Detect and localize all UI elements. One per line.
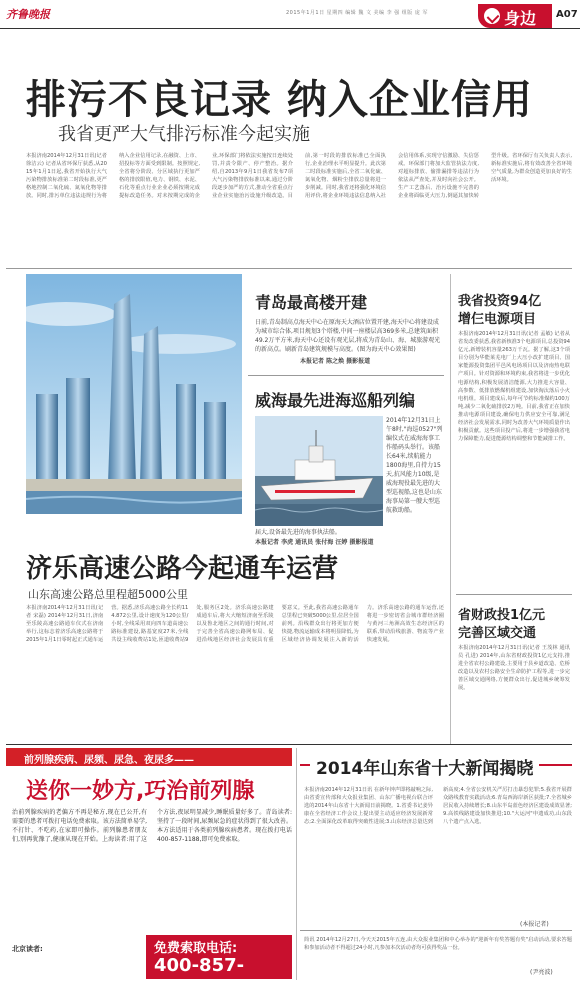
highway-body: 本报济南2014年12月31日讯(记者 宋磊) 2014年12月31日,济南至乐陵高速公路通车仪式在济南举行,这标志着济乐高速公路将于2015年1月1日零时起正式通车运营。据悉,济乐高速公路全长约114.872公里,设计速度为120公里/小时,全线采用双向四车道高速公路标准建设,路基宽度27米,全线共设主线收费站1处,匝道收费站9处,服务区2处。济乐高速公路建成通车后,将大大缩短济南至乐陵以及鲁北地区之间的通行时间,对于完善全省高速公路网布局、促进沿线地区经济社会发展具有重要意义。至此,我省高速公路通车总里程已突破5000公里,位居全国前列。沿线群众出行将更加方便快捷,物流运输成本将明显降低,为区域经济协调发展注入新的活力。济乐高速公路的通车运营,还将进一步密切省会城市群经济圈与黄河三角洲高效生态经济区的联系,带动沿线旅游、物流等产业快速发展。 [26,605,444,644]
page-number: A07 [556,9,578,20]
finance-title-2: 完善区域交通 [458,626,537,641]
patrol-ship-photo [255,416,383,526]
investment-body: 本报济南2014年12月31日讯(记者 孟敏) 记者从省发改委获悉,我省新核准3个电源项目,总投资94亿元,新增装机容量263万千瓦。据了解,这3个项目分别为华能莱芜电厂上大压小改扩建项目、国家能源投资集团平邑风电场项目以及济南热电联产项目。针对资源和环境约束,我省将进一步优化电源结构,积极发展清洁能源,大力推进大容量、高参数、低排放燃煤机组建设,加快淘汰落后小火电机组。项目建成后,每年可节约标准煤约100万吨,减少二氧化硫排放2万吨。目前,我省正在加快推动电源项目建设,确保电力供应安全可靠,满足经济社会发展需求,同时为改善大气环境质量作出积极贡献。这些项目投产后,将进一步增强我省电力保障能力,促进能源结构调整和节能减排工作。 [458,331,570,443]
brief-footer: 简讯 2014年12月27日,今天天2015年五连,由大众报业集团和中心举办的"迎新年有奖答题有奖"启动活动,要求答题和参加活动者不得超过24小时,凡参加本次活动者均可获得奖品一份。 [304,937,572,952]
ad-call-label: 免费索取电话: [154,941,238,956]
ad-phone-box[interactable] [146,935,292,997]
checkmark-icon [484,8,500,24]
top10-title-band [300,754,580,779]
ad-banner-text: 前列腺疾病、尿频、尿急、夜尿多—— [24,755,194,766]
investment-title-1: 我省投资94亿 [458,294,542,309]
weihai-caption: 届大,设备最先进的海事执法船。 [255,529,341,536]
section-label: 身边 [504,9,537,28]
ad-phone-number: 400-857-1188 [154,955,245,997]
ad-reader-bj: 北京读者: [12,945,43,953]
ad-banner [6,748,292,766]
top10-body: 本报济南2014年12月31日讯 在新年钟声即将敲响之际,由省委宣传部和大众报业集团、山东广播电视台联合评选的2014年山东省十大新闻日前揭晓。1.省委书记姜异康在全省经济工作会议上提出要主动适应经济发展新常态;2.全面深化改革取得突破性进展;3.山东经济总量达到新高度;4.全省公安机关严厉打击暴恐犯罪;5.我省开展群众路线教育实践活动;6.青岛西海岸新区获批;7.全省城乡居民收入持续增长;8.山东半岛蓝色经济区建设成效显著;9.高铁线路建设加快推进;10."大运河"申遗成功,山东段八个遗产点入选。 [304,787,572,826]
newspaper-logo: 齐鲁晚报 [6,8,50,21]
qingdao-title: 青岛最高楼开建 [255,293,368,312]
lead-subhead: 我省更严大气排污标准今起实施 [58,124,310,145]
weihai-title: 威海最先进海巡船列编 [255,391,416,410]
section-tab [478,4,580,28]
issue-meta: 2015年1月1日 星期四 编辑 魏 文 美编 李 强 组版 庞 军 [286,10,428,16]
lead-body: 本报济南2014年12月31日讯(记者 徐洁云) 记者从省环保厅获悉,从2015年1月1日起,我省开始执行大气污染物排放标准第二时段标准,更严格地控制二氧化硫、氮氧化物等排放。同时,排污单位违法违规行为将纳入企业信用记录,在融资、上市、招投标等方面受到限制。按照规定,全省将分阶段、分区域执行更加严格的排放限值,电力、钢铁、水泥、石化等重点行业企业必须按期完成提标改造任务。对未按期完成的企业,环保部门将依法实施按日连续处罚,并责令限产、停产整治。据介绍,自2013年9月1日我省发布7项大气污染物排放标准以来,通过分阶段逐步加严的方式,推动全省重点行业企业实施治污设施升级改造。目前,第一时段的排放标准已全面执行,企业治理水平明显提升。此次第二时段标准实施后,全省二氧化硫、氮氧化物、烟粉尘排放总量将进一步削减。同时,我省还将强化环境信用评价,将企业环境违法信息纳入社会信用体系,实现守信激励、失信惩戒。环保部门将加大监管执法力度,对超标排放、偷排漏排等违法行为依法从严查处,并及时向社会公开。生产工艺落后、治污设施不完善的企业将面临更大压力,倒逼其加快转型升级。省环保厅有关负责人表示,新标准实施后,将有效改善全省环境空气质量,为群众创造更加良好的生活环境。 [26,153,572,200]
ad-body: 治前列腺疾病的老偏方不再是秘方,现在已公开,有需要的患者可拨打电话免费索取。该方法简单易学,不打针、不吃药,在家即可操作。前列腺患者朋友们,别再犹豫了,健康从现在开始。上海读者:用了这个方法,夜尿明显减少,睡眠质量好多了。青岛读者:坚持了一段时间,尿频尿急的症状得到了很大改善。本方法适用于各类前列腺疾病患者。现在拨打电话400-857-1188,即可免费索取。 [12,809,292,843]
highway-subhead: 山东高速公路总里程超5000公里 [28,588,188,601]
weihai-credit: 本报记者 李虎 通讯员 张付海 汪婷 摄影报道 [255,539,374,546]
investment-title-2: 增仨电源项目 [458,312,537,327]
top10-endnote: (本报记者) [520,921,549,928]
top10-title: 2014年山东省十大新闻揭晓 [310,754,539,779]
brief-footer-credit: (尹亮波) [530,969,553,976]
weihai-body: 2014年12月31日上午8时,"海巡0527"列编仪式在威海海事工作船码头举行。该船长64米,续航能力1800海里,自持力15天,抗风能力10级,是威海现役最先进的大型巡视船,这也是山东海事局第一艘大型巡航救助船。 [386,417,443,514]
finance-title-1: 省财政投1亿元 [458,608,546,623]
lead-headline: 排污不良记录 纳入企业信用 [26,77,533,123]
ad-title: 送你一妙方,巧治前列腺 [26,779,255,804]
haitian-center-rendering [26,274,242,514]
finance-body: 本报济南2014年12月31日讯(记者 王茂林 通讯员 孔进) 2014年,山东省财政投资1亿元支持,推进全省农村公路建设,主要用于县乡道改造、危桥改造以及农村公路安全生命防护工程等,进一步完善区域交通网络,方便群众出行,促进城乡统筹发展。 [458,645,570,692]
highway-headline: 济乐高速公路今起通车运营 [26,554,339,584]
qingdao-credit: 本报记者 陈之焕 摄影报道 [300,358,371,365]
qingdao-body: 日前,青岛制高点海天中心在原海天大酒店位置开建,海天中心将建设成为城市综合体,项目规划3个塔楼,中间一座楼层高369多米,总建筑面积49.2万平方米,海天中心还设有观光层,将成为青岛山、海、城旅游观光的新高点。刷新青岛建筑规模与高度。(图为海天中心效果图) [255,319,441,353]
